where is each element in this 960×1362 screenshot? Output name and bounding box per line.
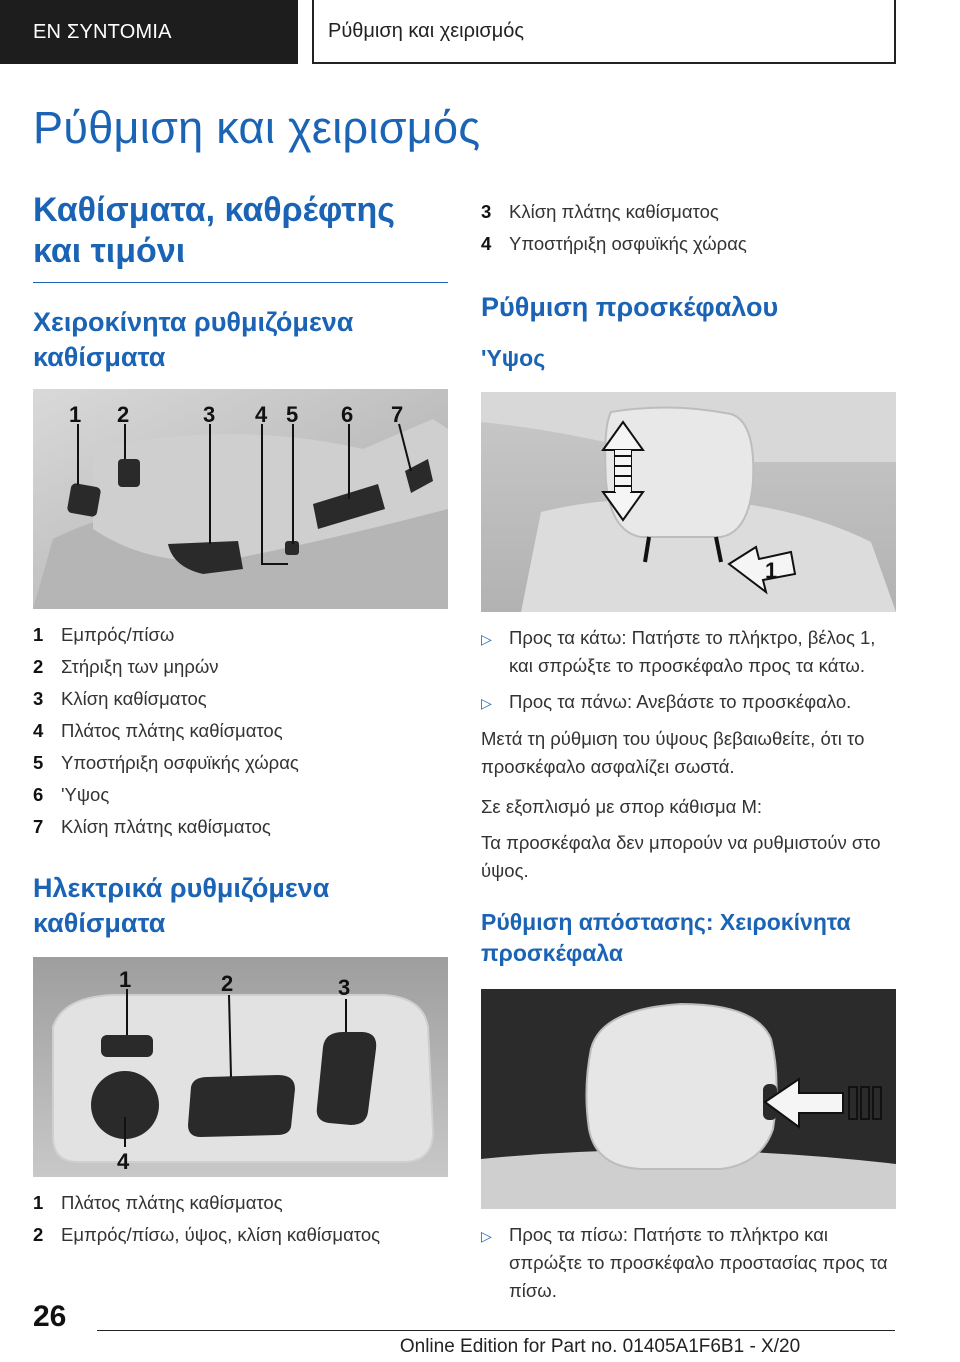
manual-seat-figure bbox=[33, 389, 448, 609]
height-heading: 'Υψος bbox=[481, 345, 546, 371]
figure-label: 2 bbox=[117, 402, 130, 427]
legend-item: 1 Πλάτος πλάτης καθίσματος bbox=[33, 1192, 283, 1213]
legend-item: 6 'Υψος bbox=[33, 784, 110, 805]
triangle-bullet-icon: ▷ bbox=[481, 1228, 492, 1244]
chapter-title[interactable]: Ρύθμιση και χειρισμός bbox=[312, 0, 896, 64]
page-number: 26 bbox=[33, 1300, 67, 1333]
figure-label: 1 bbox=[119, 967, 132, 992]
figure-label: 1 bbox=[69, 402, 82, 427]
manual-seat-legend bbox=[33, 619, 448, 843]
legend-item: 3 Κλίση πλάτης καθίσματος bbox=[481, 201, 719, 222]
figure-label: 4 bbox=[117, 1149, 130, 1174]
height-steps bbox=[481, 624, 896, 717]
electric-seat-legend-continued bbox=[481, 196, 896, 260]
legend-item: 4 Υποστήριξη οσφυϊκής χώρας bbox=[481, 233, 747, 254]
legend-item: 3 Κλίση καθίσματος bbox=[33, 688, 207, 709]
figure-label: 3 bbox=[338, 975, 351, 1000]
triangle-bullet-icon: ▷ bbox=[481, 695, 492, 711]
list-item: ▷ Προς τα πάνω: Ανεβάστε το προσκέφαλο. bbox=[481, 688, 896, 717]
page-title: Ρύθμιση και χειρισμός bbox=[33, 102, 481, 153]
left-column bbox=[33, 190, 448, 1251]
page-header bbox=[0, 0, 960, 66]
figure-label: 5 bbox=[286, 402, 299, 427]
electric-seat-legend bbox=[33, 1187, 448, 1251]
figure-label: 6 bbox=[341, 402, 354, 427]
legend-item: 1 Εμπρός/πίσω bbox=[33, 624, 175, 645]
list-item: ▷ Προς τα κάτω: Πατήστε το πλήκτρο, βέλος 1, και σπρώξτε το προσκέφαλο προς τα κάτω. bbox=[481, 624, 896, 680]
legend-item: 2 Εμπρός/πίσω, ύψος, κλίση καθίσματος bbox=[33, 1224, 381, 1245]
legend-item: 2 Στήριξη των μηρών bbox=[33, 656, 219, 677]
section-tab[interactable]: ΕΝ ΣΥΝΤΟΜΙΑ bbox=[0, 0, 298, 64]
electric-seats-heading: Ηλεκτρικά ρυθμιζόμενα καθίσματα bbox=[33, 873, 330, 938]
headrest-height-figure bbox=[481, 392, 896, 612]
distance-heading: Ρύθμιση απόστασης: Χειροκίνητα προσκέφαλα bbox=[481, 909, 851, 966]
paragraph: Σε εξοπλισμό με σπορ κάθισμα M: bbox=[481, 796, 763, 817]
legend-item: 5 Υποστήριξη οσφυϊκής χώρας bbox=[33, 752, 299, 773]
list-item: ▷ Προς τα πίσω: Πατήστε το πλήκτρο και σπρώξτε το προσκέφαλο προστασίας προς τα πίσω. bbox=[481, 1221, 896, 1305]
footer-edition: Online Edition for Part no. 01405A1F6B1 - X/20 bbox=[399, 1336, 801, 1357]
section-heading: Καθίσματα, καθρέφτης και τιμόνι bbox=[33, 190, 448, 283]
electric-seat-figure bbox=[33, 957, 448, 1177]
figure-label: 3 bbox=[203, 402, 216, 427]
figure-label: 4 bbox=[255, 402, 268, 427]
figure-label: 1 bbox=[765, 558, 778, 583]
figure-label: 2 bbox=[221, 971, 234, 996]
right-column bbox=[481, 190, 896, 1305]
headrest-heading: Ρύθμιση προσκέφαλου bbox=[481, 292, 779, 322]
distance-steps bbox=[481, 1221, 896, 1305]
paragraph: Τα προσκέφαλα δεν μπορούν να ρυθμιστούν στο ύψος. bbox=[481, 832, 881, 881]
legend-item: 4 Πλάτος πλάτης καθίσματος bbox=[33, 720, 283, 741]
triangle-bullet-icon: ▷ bbox=[481, 631, 492, 647]
manual-seats-heading: Χειροκίνητα ρυθμιζόμενα καθίσματα bbox=[33, 307, 354, 372]
figure-label: 7 bbox=[391, 402, 404, 427]
paragraph: Μετά τη ρύθμιση του ύψους βεβαιωθείτε, ότι το προσκέφαλο ασφαλίζει σωστά. bbox=[481, 728, 865, 777]
footer-divider bbox=[97, 1330, 895, 1331]
headrest-distance-figure bbox=[481, 989, 896, 1209]
legend-item: 7 Κλίση πλάτης καθίσματος bbox=[33, 816, 271, 837]
